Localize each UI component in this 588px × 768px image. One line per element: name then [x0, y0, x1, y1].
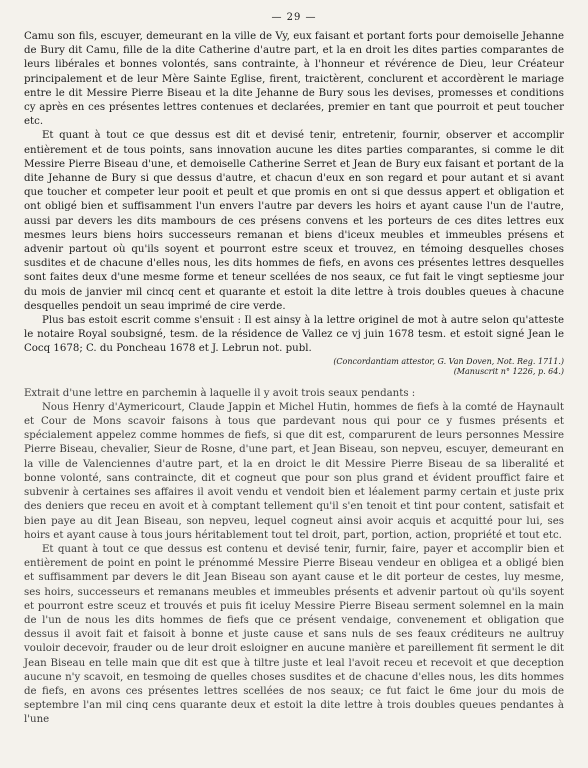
paragraph-extract-heading: Extrait d'une lettre en parchemin à laquelle il y avoit trois seaux pendants :: [24, 387, 416, 399]
paragraph-sale-obligations: Et quant à tout ce que dessus est contenu et devisé tenir, furnir, faire, payer et accomplir bien et entièrement de point en point le prénommé Messire Pierre Biseau vendeur en obligea et a obligé bien et suffisamment par devers le dit Jean Biseau son ayant cause et le dit porteur de cestes, luy mesme, ses hoirs, successeurs et remanans meubles et immeubles présents et advenir partout où qu'ils soyent et pourront estre sceuz et trouvés et puis fit iceluy Messire Pierre Biseau serment solemnel en la main de l'un de nous les dits hommes de fiefs que ce présent vendaige, convenement et obligation que dessus il avoit fait et faisoit à bonne et juste cause et sans nuls de ses feaux créditeurs ne aultruy vouloir decevoir, frauder ou de leur droit esloigner en aucune manière et pareillement fit serment le dit Jean Biseau en telle main que dit est que à tiltre juste et leal l'avoit receu et recevoit et que deception aucune n'y scavoit, en tesmoing de quelles choses susdites et de chacune d'elles nous, les dits hommes de fiefs, en avons ces présentes lettres scellées de nos seaux; ce fut faict le 6me jour du mois de septembre l'an mil cinq cens quarante deux et estoit la dite lettre à trois doubles queues pendantes à l'une: [24, 543, 564, 726]
page-number: — 29 —: [271, 12, 317, 23]
source-citation: [24, 357, 564, 377]
paragraph-marriage-contract: Camu son fils, escuyer, demeurant en la ville de Vy, eux faisant et portant forts pour demoiselle Jehanne de Bury dit Camu, fille de la dite Catherine d'autre part, et la en droit les dites parties comparantes de leurs libérales et bonnes volontés, sans contrainte, à l'honneur et révérence de Dieu, leur Créateur principalement et de leur Mère Sainte Eglise, firent, traictèrent, conclurent et accordèrent le mariage entre le dit Messire Pierre Biseau et la dite Jehanne de Bury sous les devises, promesses et conditions cy après en ces présentes lettres contenues et declarées, premier en tant que pourroit et peut toucher etc.: [24, 31, 564, 128]
paragraph-sale-deed: Nous Henry d'Aymericourt, Claude Jappin et Michel Hutin, hommes de fiefs à la comté de Haynault et Cour de Mons scavoir faisons à tous que pardevant nous qui pour ce y fusmes présents et spécialement appelez comme hommes de fiefs, si que dit est, comparurent de leurs personnes Messire Pierre Biseau, chevalier, Sieur de Rosne, d'une part, et Jean Biseau, son nepveu, escuyer, demeurant en la ville de Valenciennes d'autre part, et la en droict le dit Messire Pierre Biseau de sa liberalité et bonne volonté, sans contraincte, dit et cogneut que pour son plus grand et évident prouffict faire et subvenir à certaines ses affaires il avoit vendu et vendoit bien et léalement parmy certain et juste prix des deniers que receu en avoit et à comptant tellement qu'il s'en tenoit et tint pour content, satisfait et bien paye au dit Jean Biseau, son nepveu, lequel cogneut ainsi avoir acquis et acquitté pour lui, ses hoirs et ayant cause à tous jours héritablement tout tel droit, part, portion, action, propriété et tout etc.: [24, 401, 564, 541]
paragraph-notary-attestation: Plus bas estoit escrit comme s'ensuit : Il est ainsy à la lettre originel de mot à autre selon qu'atteste le notaire Royal soubsigné, tesm. de la résidence de Vallez ce vj juin 1678 tesm. et estoit signé Jean le Cocq 1678; C. du Poncheau 1678 et J. Lebrun not. publ.: [24, 315, 564, 355]
citation-manuscript: (Manuscrit n° 1226, p. 64.): [453, 366, 564, 376]
text-block-1: [24, 30, 564, 357]
citation-attestor: (Concordantiam attestor, G. Van Doven, Not. Reg. 1711.): [333, 356, 564, 366]
paragraph-obligations: Et quant à tout ce que dessus est dit et devisé tenir, entretenir, fournir, observer et accomplir entièrement et de tous points, sans innovation aucune les dites parties comparantes, si comme le dit Messire Pierre Biseau d'une, et demoiselle Catherine Serret et Jean de Bury eux faisant et portant de la dite Jehanne de Bury si que dessus d'autre, et chacun d'eux en son regard et pour autant et si avant que toucher et competer leur pooit et peult et que promis en ont si que dessus appert et obligation et ont obligé bien et suffisamment l'un envers l'autre par devers les hoirs et ayant cause l'un de l'autre, aussi par devers les dits mambours de ces présens convens et les porteurs de ces dites lettres eux mesmes leurs biens hoirs successeurs remanan et biens d'iceux meubles et immeubles présens et advenir partout où qu'ils soyent et pourront estre sceux et trouvez, en témoing desquelles choses susdites et de chacune d'elles nous, les dits hommes de fiefs, en avons ces présentes lettres desquelles sont faites deux d'une mesme forme et teneur scellées de nos seaux, ce fut fait le vingt septiesme jour du mois de janvier mil cincq cent et quarante et estoit la dite lettre à trois doubles queues à chacune desquelles pendoit un seau imprimé de cire verde.: [24, 130, 564, 312]
text-block-2: [24, 387, 564, 728]
